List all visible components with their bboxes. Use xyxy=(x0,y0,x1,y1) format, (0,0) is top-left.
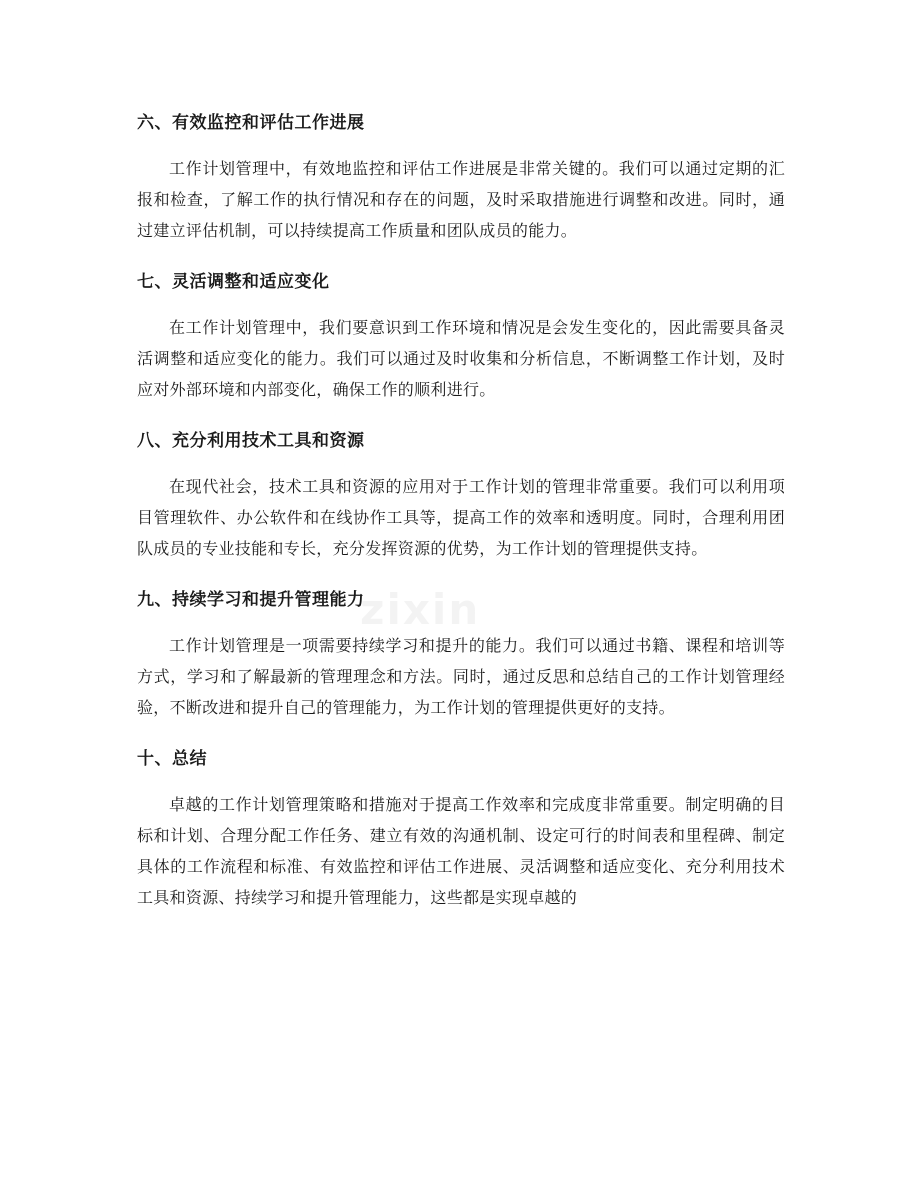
section-paragraph: 卓越的工作计划管理策略和措施对于提高工作效率和完成度非常重要。制定明确的目标和计划、合理分配工作任务、建立有效的沟通机制、设定可行的时间表和里程碑、制定具体的工作流程和标准、有效监控和评估工作进展、灵活调整和适应变化、充分利用技术工具和资源、持续学习和提升管理能力，这些都是实现卓越的 xyxy=(137,795,785,907)
section-paragraph: 在工作计划管理中，我们要意识到工作环境和情况是会发生变化的，因此需要具备灵活调整和适应变化的能力。我们可以通过及时收集和分析信息，不断调整工作计划，及时应对外部环境和内部变化，确保工作的顺利进行。 xyxy=(137,318,785,399)
section-paragraph: 在现代社会，技术工具和资源的应用对于工作计划的管理非常重要。我们可以利用项目管理软件、办公软件和在线协作工具等，提高工作的效率和透明度。同时，合理利用团队成员的专业技能和专长，充分发挥资源的优势，为工作计划的管理提供支持。 xyxy=(137,477,785,558)
section-6 xyxy=(137,103,785,262)
section-7 xyxy=(137,262,785,421)
section-10 xyxy=(137,739,785,913)
section-title: 十、总结 xyxy=(137,749,207,769)
document-body xyxy=(137,103,785,913)
section-title: 八、充分利用技术工具和资源 xyxy=(137,431,365,451)
section-paragraph: 工作计划管理是一项需要持续学习和提升的能力。我们可以通过书籍、课程和培训等方式，学习和了解最新的管理理念和方法。同时，通过反思和总结自己的工作计划管理经验，不断改进和提升自己的管理能力，为工作计划的管理提供更好的支持。 xyxy=(137,636,785,717)
section-paragraph: 工作计划管理中，有效地监控和评估工作进展是非常关键的。我们可以通过定期的汇报和检查，了解工作的执行情况和存在的问题，及时采取措施进行调整和改进。同时，通过建立评估机制，可以持续提高工作质量和团队成员的能力。 xyxy=(137,159,785,240)
section-8 xyxy=(137,421,785,580)
section-title: 六、有效监控和评估工作进展 xyxy=(137,113,365,133)
section-title: 七、灵活调整和适应变化 xyxy=(137,272,330,292)
section-9 xyxy=(137,580,785,739)
section-title: 九、持续学习和提升管理能力 xyxy=(137,590,365,610)
